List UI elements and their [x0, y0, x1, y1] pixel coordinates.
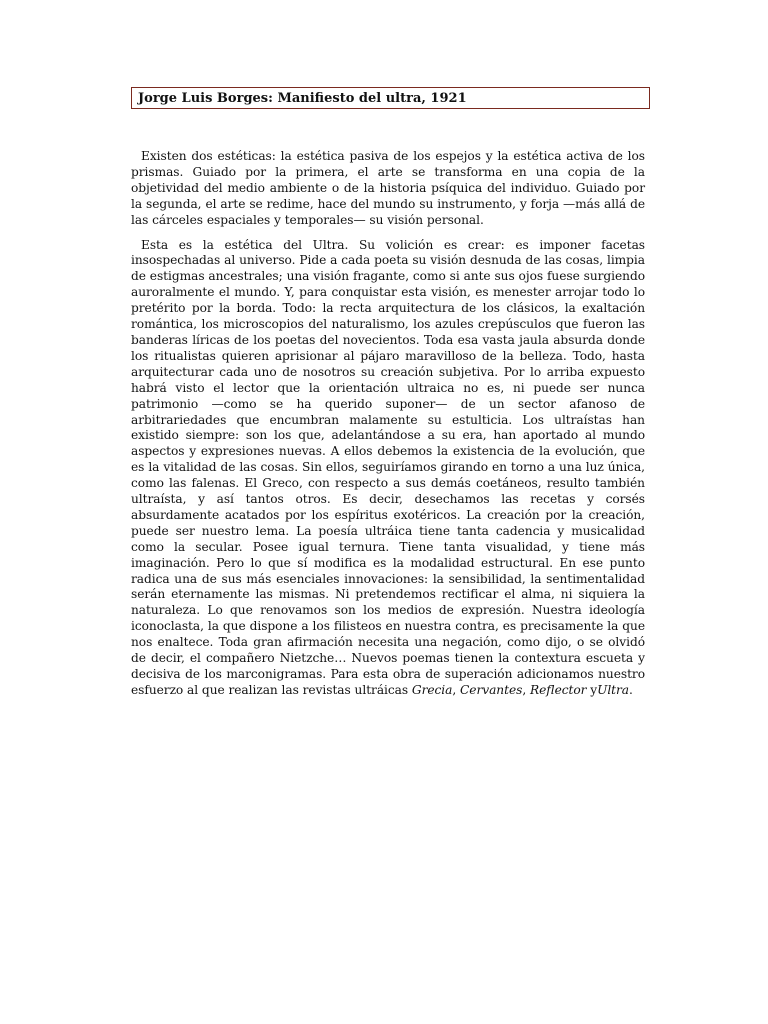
conjunction-y: y [586, 682, 598, 697]
title-box [131, 87, 650, 109]
paragraph-2-text: Esta es la estética del Ultra. Su volición es crear: es imponer facetas insospechadas al universo. Pide a cada poeta su visión desnuda de las cosas, limpia de estigmas ancestrales; una visión fragante, como si ante sus ojos fuese surgiendo auroralmente el mundo. Y, para conquistar esta visión, es menester arrojar todo lo pretérito por la borda. Todo: la recta arquitectura de los clásicos, la exaltación romántica, los microscopios del naturalismo, los azules crepúsculos que fueron las banderas líricas de los poetas del novecientos. Toda esa vasta jaula absurda donde los ritualistas quieren aprisionar al pájaro maravilloso de la belleza. Todo, hasta arquitecturar cada uno de nosotros su creación subjetiva. Por lo arriba expuesto habrá visto el lector que la orientación ultraica no es, ni puede ser nunca patrimonio —como se ha querido suponer— de un sector afanoso de arbitrariedades que encumbran malamente su estulticia. Los ultraístas han existido siempre: son los que, adelantándose a su era, han aportado al mundo aspectos y expresiones nuevas. A ellos debemos la existencia de la evolución, que es la vitalidad de las cosas. Sin ellos, seguiríamos girando en torno a una luz única, como las falenas. El Greco, con respecto a sus demás coetáneos, resulto también ultraísta, y así tantos otros. Es decir, desechamos las recetas y corsés absurdamente acatados por los espíritus exotéricos. La creación por la creación, puede ser nuestro lema. La poesía ultráica tiene tanta cadencia y musicalidad como la secular. Posee igual ternura. Tiene tanta visualidad, y tiene más imaginación. Pero lo que sí modifica es la modalidad estructural. En ese punto radica una de sus más esenciales innovaciones: la sensibilidad, la sentimentalidad serán eternamente las mismas. Ni pretendemos rectificar el alma, ni siquiera la naturaleza. Lo que renovamos son los medios de expresión. Nuestra ideología iconoclasta, la que dispone a los filisteos en nuestra contra, es precisamente la que nos enaltece. Toda gran afirmación necesita una negación, como dijo, o se olvidó de decir, el compañero Nietzche… Nuevos poemas tienen la contextura escueta y decisiva de los marconigramas. Para esta obra de superación adicionamos nuestro esfuerzo al que realizan las revistas ultráicas [131, 237, 645, 697]
magazine-reflector: Reflector [529, 682, 587, 697]
final-period: . [629, 682, 633, 697]
document-title: Jorge Luis Borges: Manifiesto del ultra, 1921 [138, 90, 467, 106]
document-body [131, 149, 645, 708]
magazine-ultra: Ultra [597, 682, 630, 697]
magazine-grecia: Grecia [411, 682, 453, 697]
paragraph-1: Existen dos estéticas: la estética pasiva de los espejos y la estética activa de los prismas. Guiado por la primera, el arte se transforma en una copia de la objetividad del medio ambiente o de la historia psíquica del individuo. Guiado por la segunda, el arte se redime, hace del mundo su instrumento, y forja —más allá de las cárceles espaciales y temporales— su visión personal. [131, 149, 645, 227]
paragraph-2 [131, 238, 645, 699]
magazine-cervantes: Cervantes [460, 682, 523, 697]
comma-1: , [452, 682, 461, 697]
comma-2: , [522, 682, 530, 697]
